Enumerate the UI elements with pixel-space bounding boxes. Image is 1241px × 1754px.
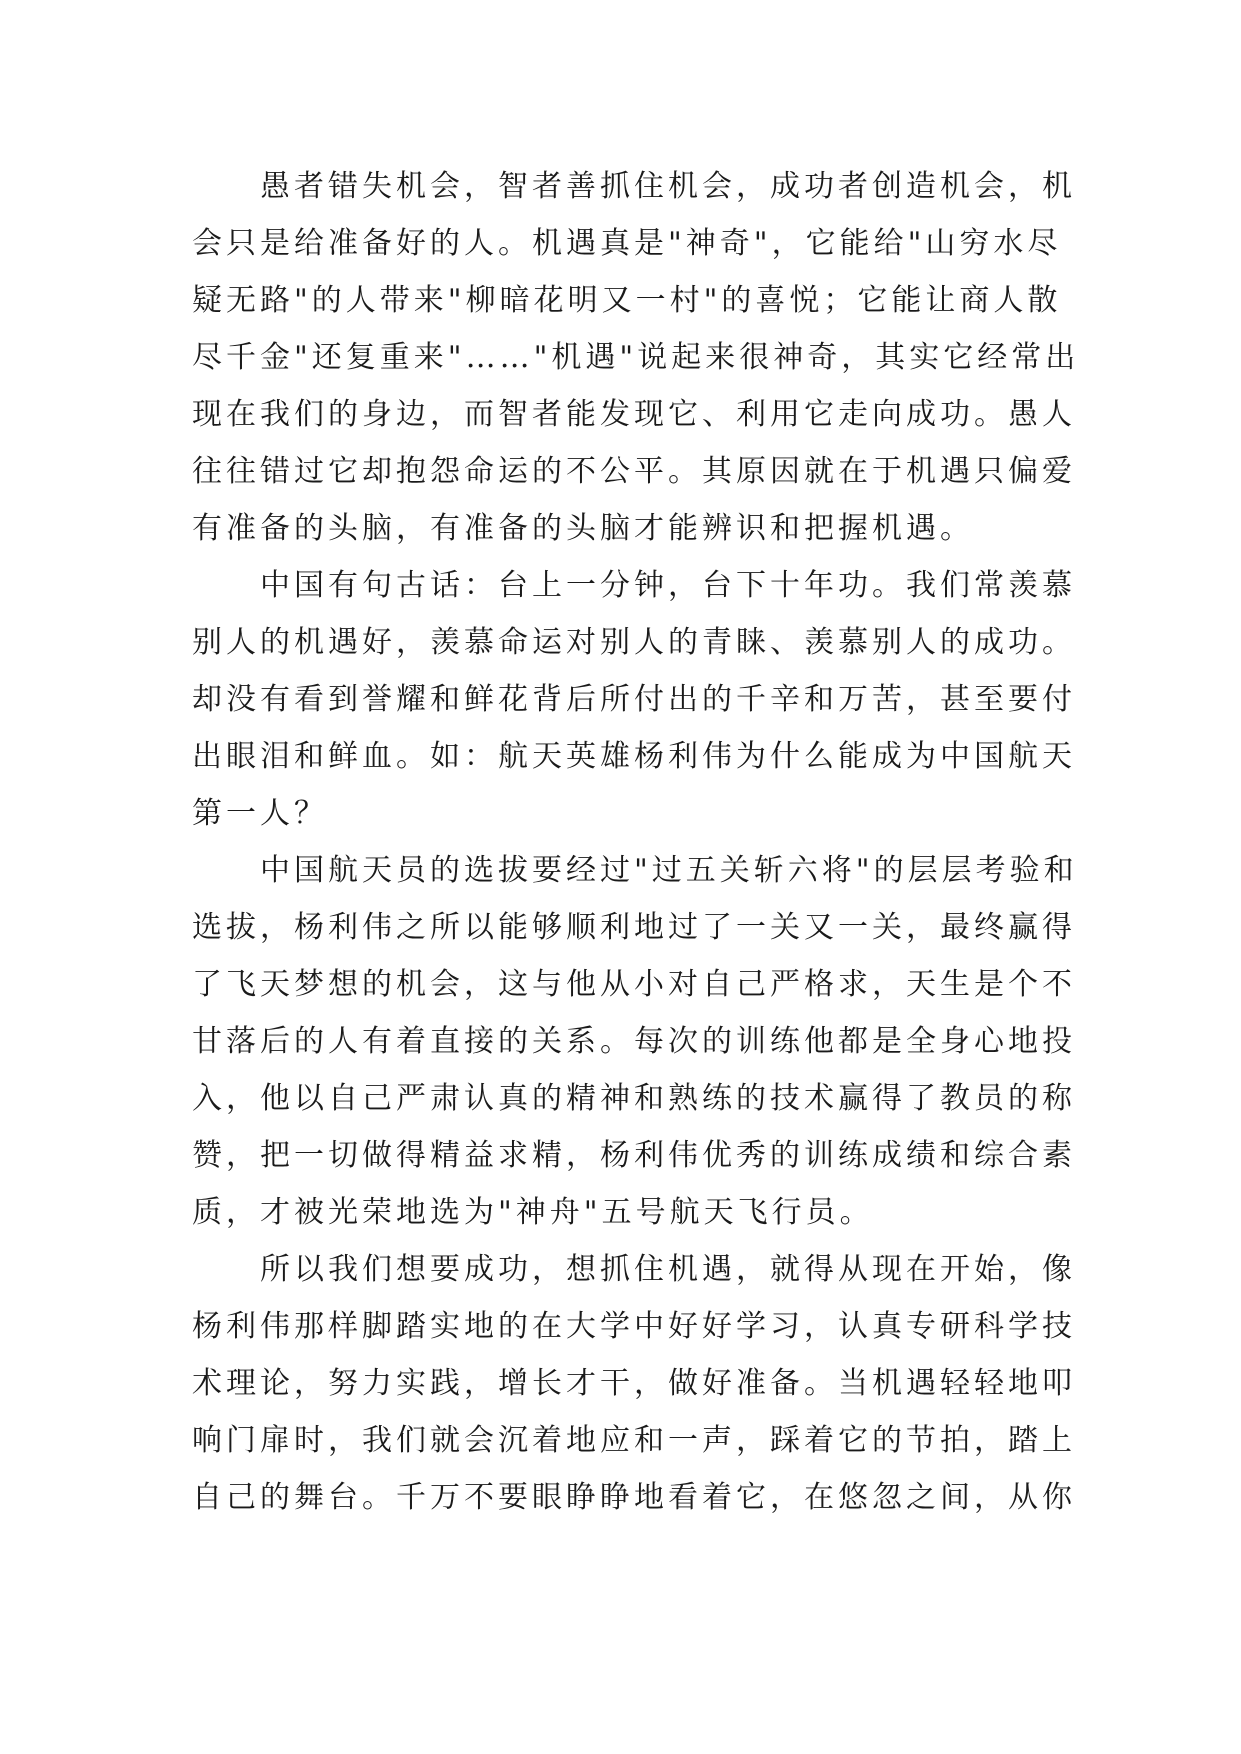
text-line: 了飞天梦想的机会，这与他从小对自己严格求，天生是个不 [192, 967, 1076, 1002]
text-line: 入，他以自己严肃认真的精神和熟练的技术赢得了教员的称 [192, 1081, 1076, 1116]
text-line: 会只是给准备好的人。机遇真是"神奇"，它能给"山穷水尽 [192, 226, 1062, 261]
text-line: 现在我们的身边，而智者能发现它、利用它走向成功。愚人 [192, 397, 1076, 432]
text-line: 有准备的头脑，有准备的头脑才能辨识和把握机遇。 [192, 511, 974, 546]
text-line: 杨利伟那样脚踏实地的在大学中好好学习，认真专研科学技 [192, 1309, 1076, 1344]
document-body [192, 158, 1080, 1526]
text-line: 甘落后的人有着直接的关系。每次的训练他都是全身心地投 [192, 1024, 1076, 1059]
text-line: 别人的机遇好，羡慕命运对别人的青睐、羡慕别人的成功。 [192, 625, 1076, 660]
text-line: 中国有句古话：台上一分钟，台下十年功。我们常羡慕 [260, 568, 1076, 603]
text-line: 出眼泪和鲜血。如：航天英雄杨利伟为什么能成为中国航天 [192, 739, 1076, 774]
text-line: 所以我们想要成功，想抓住机遇，就得从现在开始，像 [260, 1252, 1076, 1287]
text-line: 选拔，杨利伟之所以能够顺利地过了一关又一关，最终赢得 [192, 910, 1076, 945]
text-line: 疑无路"的人带来"柳暗花明又一村"的喜悦；它能让商人散 [192, 283, 1062, 318]
text-line: 第一人？ [192, 796, 328, 831]
text-line: 愚者错失机会，智者善抓住机会，成功者创造机会，机 [260, 169, 1076, 204]
paragraph-proverb [192, 557, 1076, 842]
text-line: 却没有看到誉耀和鲜花背后所付出的千辛和万苦，甚至要付 [192, 682, 1076, 717]
text-line: 质，才被光荣地选为"神舟"五号航天飞行员。 [192, 1195, 874, 1230]
text-line: 响门扉时，我们就会沉着地应和一声，踩着它的节拍，踏上 [192, 1423, 1076, 1458]
paragraph-astronaut [192, 842, 1078, 1241]
text-line: 术理论，努力实践，增长才干，做好准备。当机遇轻轻地叩 [192, 1366, 1076, 1401]
paragraph-opportunity [192, 158, 1080, 557]
text-line: 自己的舞台。千万不要眼睁睁地看着它，在悠忽之间，从你 [192, 1480, 1076, 1515]
text-line: 尽千金"还复重来"……"机遇"说起来很神奇，其实它经常出 [192, 340, 1080, 375]
text-line: 中国航天员的选拔要经过"过五关斩六将"的层层考验和 [260, 853, 1078, 888]
text-line: 往往错过它却抱怨命运的不公平。其原因就在于机遇只偏爱 [192, 454, 1076, 489]
paragraph-conclusion [192, 1241, 1076, 1526]
text-line: 赞，把一切做得精益求精，杨利伟优秀的训练成绩和综合素 [192, 1138, 1076, 1173]
